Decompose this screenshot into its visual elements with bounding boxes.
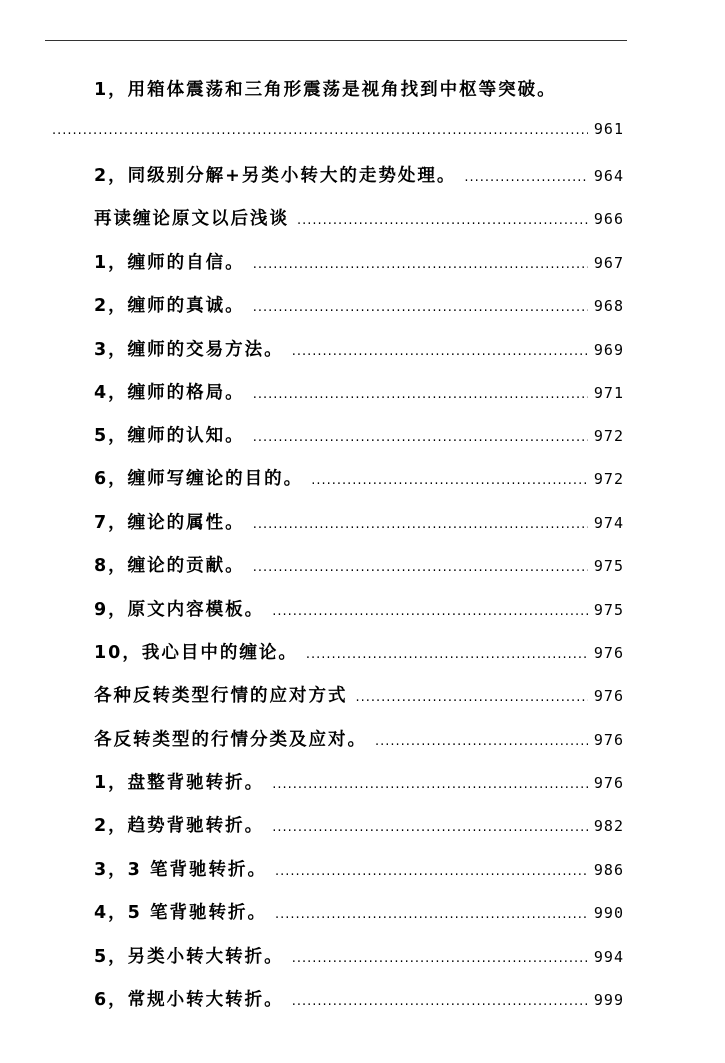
toc-page-number: 976 (593, 644, 624, 662)
toc-entry-label: 5，缠师的认知。 (94, 426, 245, 446)
dot-leader (253, 560, 588, 575)
dot-leader (375, 734, 588, 749)
toc-entry-label: 9，原文内容模板。 (94, 600, 265, 620)
toc-page-number: 961 (593, 120, 624, 138)
toc-page-number: 976 (593, 687, 624, 705)
toc-entry-label: 各种反转类型行情的应对方式 (94, 686, 348, 706)
toc-entry-label: 6，常规小转大转折。 (94, 990, 284, 1010)
toc-entry-label: 3，缠师的交易方法。 (94, 340, 284, 360)
toc-entry[interactable] (94, 552, 624, 578)
toc-entry[interactable] (94, 769, 624, 795)
toc-entry-label: 2，同级别分解+另类小转大的走势处理。 (94, 166, 457, 186)
toc-entry[interactable] (94, 205, 624, 231)
toc-entry[interactable] (94, 726, 624, 752)
toc-page-number: 994 (593, 948, 624, 966)
toc-entry-title[interactable]: 1，用箱体震荡和三角形震荡是视角找到中枢等突破。 (94, 80, 557, 100)
dot-leader (253, 430, 588, 445)
toc-page-number: 982 (593, 817, 624, 835)
dot-leader (52, 123, 588, 138)
dot-leader (275, 907, 588, 922)
toc-page-number: 975 (593, 601, 624, 619)
toc-entry[interactable] (94, 422, 624, 448)
toc-entry-label: 8，缠论的贡献。 (94, 556, 245, 576)
toc-entry[interactable] (94, 509, 624, 535)
toc-entry[interactable] (94, 943, 624, 969)
toc-entry[interactable] (94, 639, 624, 665)
toc-page-number: 964 (593, 167, 624, 185)
toc-page-number: 972 (593, 427, 624, 445)
toc-page-number: 974 (593, 514, 624, 532)
toc-entry[interactable] (94, 986, 624, 1012)
dot-leader (253, 517, 588, 532)
toc-page-number: 969 (593, 341, 624, 359)
dot-leader (272, 777, 588, 792)
toc-entry-label: 1，缠师的自信。 (94, 253, 245, 273)
toc-page-number: 976 (593, 731, 624, 749)
toc-page-number: 971 (593, 384, 624, 402)
dot-leader (292, 994, 588, 1009)
dot-leader (272, 604, 588, 619)
dot-leader (253, 387, 588, 402)
dot-leader (356, 690, 588, 705)
toc-entry-label: 1，盘整背驰转折。 (94, 773, 265, 793)
toc-page-number: 967 (593, 254, 624, 272)
toc-entry-label: 7，缠论的属性。 (94, 513, 245, 533)
toc-entry-label: 5，另类小转大转折。 (94, 947, 284, 967)
toc-entry[interactable] (94, 379, 624, 405)
toc-entry[interactable] (94, 682, 624, 708)
toc-page-number: 975 (593, 557, 624, 575)
toc-page-number: 966 (593, 210, 624, 228)
dot-leader (272, 820, 588, 835)
dot-leader (275, 864, 588, 879)
dot-leader (464, 170, 588, 185)
toc-entry-label: 再读缠论原文以后浅谈 (94, 209, 289, 229)
dot-leader (311, 473, 588, 488)
toc-entry-label: 各反转类型的行情分类及应对。 (94, 730, 367, 750)
dot-leader (253, 300, 588, 315)
dot-leader (292, 344, 588, 359)
toc-entry[interactable] (94, 812, 624, 838)
toc-entry-label: 6，缠师写缠论的目的。 (94, 469, 304, 489)
toc-entry[interactable] (94, 162, 624, 188)
toc-entry[interactable] (94, 249, 624, 275)
toc-entry[interactable] (94, 856, 624, 882)
toc-page-number: 999 (593, 991, 624, 1009)
toc-entry[interactable] (94, 596, 624, 622)
toc-page-number: 986 (593, 861, 624, 879)
toc-page-number: 990 (593, 904, 624, 922)
toc-entry-leader-row[interactable] (52, 120, 624, 138)
toc-entry-label: 10，我心目中的缠论。 (94, 643, 298, 663)
dot-leader (306, 647, 588, 662)
toc-entry[interactable] (94, 465, 624, 491)
dot-leader (297, 213, 588, 228)
toc-entry[interactable] (94, 336, 624, 362)
toc-entry-label: 4，缠师的格局。 (94, 383, 245, 403)
toc-page-number: 972 (593, 470, 624, 488)
toc-entry-label: 3，3 笔背驰转折。 (94, 860, 267, 880)
dot-leader (253, 257, 588, 272)
toc-entry-label: 2，趋势背驰转折。 (94, 816, 265, 836)
toc-entry[interactable] (94, 899, 624, 925)
toc-entry-label: 2，缠师的真诚。 (94, 296, 245, 316)
toc-page-number: 968 (593, 297, 624, 315)
dot-leader (292, 951, 588, 966)
toc-entry[interactable] (94, 292, 624, 318)
toc-page-number: 976 (593, 774, 624, 792)
toc-entry-label: 4，5 笔背驰转折。 (94, 903, 267, 923)
